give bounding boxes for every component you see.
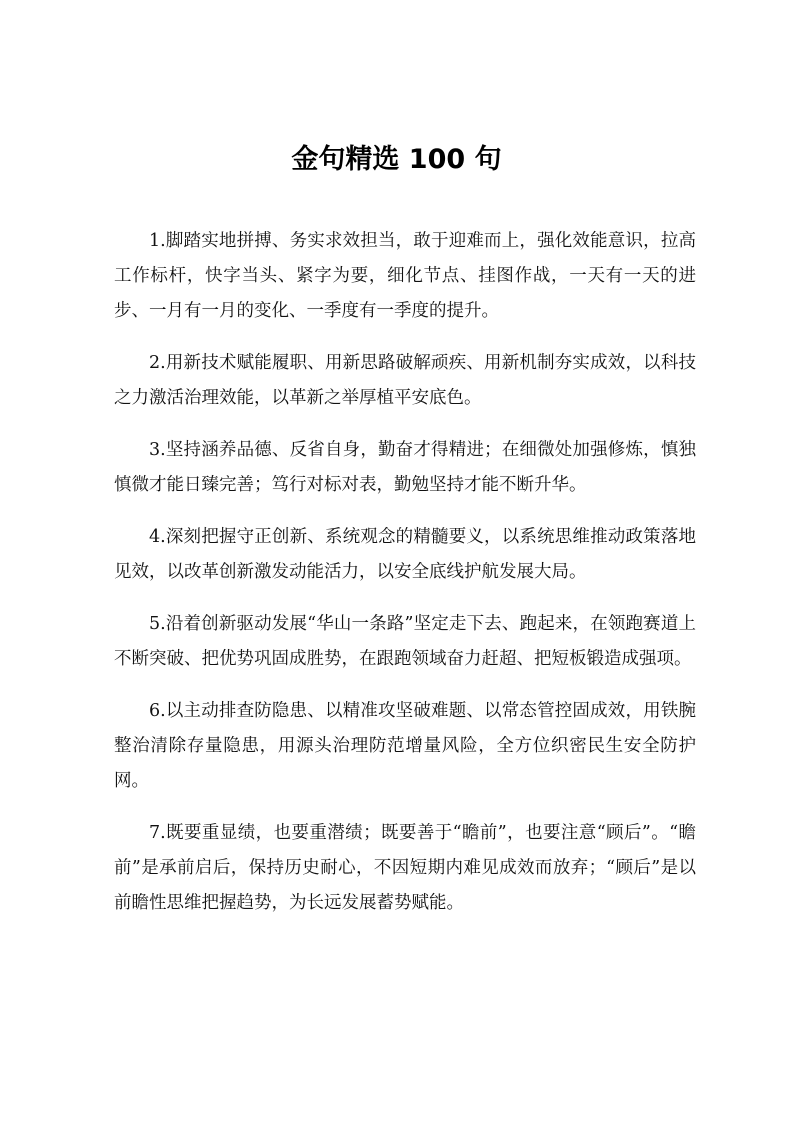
paragraph-3: 3.坚持涵养品德、反省自身，勤奋才得精进；在细微处加强修炼，慎独慎微才能日臻完善；笃行对标对表，勤勉坚持才能不断升华。 [114, 440, 696, 495]
document-body [114, 224, 696, 938]
paragraph-1: 1.脚踏实地拼搏、务实求效担当，敢于迎难而上，强化效能意识，拉高工作标杆，快字当头、紧字为要，细化节点、挂图作战，一天有一天的进步、一月有一月的变化、一季度有一季度的提升。 [114, 231, 696, 321]
paragraph-5: 5.沿着创新驱动发展“华山一条路”坚定走下去、跑起来，在领跑赛道上不断突破、把优势巩固成胜势，在跟跑领域奋力赶超、把短板锻造成强项。 [114, 614, 696, 669]
page-title: 金句精选 100 句 [291, 144, 502, 175]
paragraph-6: 6.以主动排查防隐患、以精准攻坚破难题、以常态管控固成效，用铁腕整治清除存量隐患，用源头治理防范增量风险，全方位织密民生安全防护网。 [114, 701, 696, 791]
paragraph-2: 2.用新技术赋能履职、用新思路破解顽疾、用新机制夯实成效，以科技之力激活治理效能，以革新之举厚植平安底色。 [114, 353, 696, 408]
paragraph-7: 7.既要重显绩，也要重潜绩；既要善于“瞻前”，也要注意“顾后”。“瞻前”是承前启后，保持历史耐心，不因短期内难见成效而放弃；“顾后”是以前瞻性思维把握趋势，为长远发展蓄势赋能。 [114, 823, 696, 913]
paragraph-4: 4.深刻把握守正创新、系统观念的精髓要义，以系统思维推动政策落地见效，以改革创新激发动能活力，以安全底线护航发展大局。 [114, 527, 696, 582]
